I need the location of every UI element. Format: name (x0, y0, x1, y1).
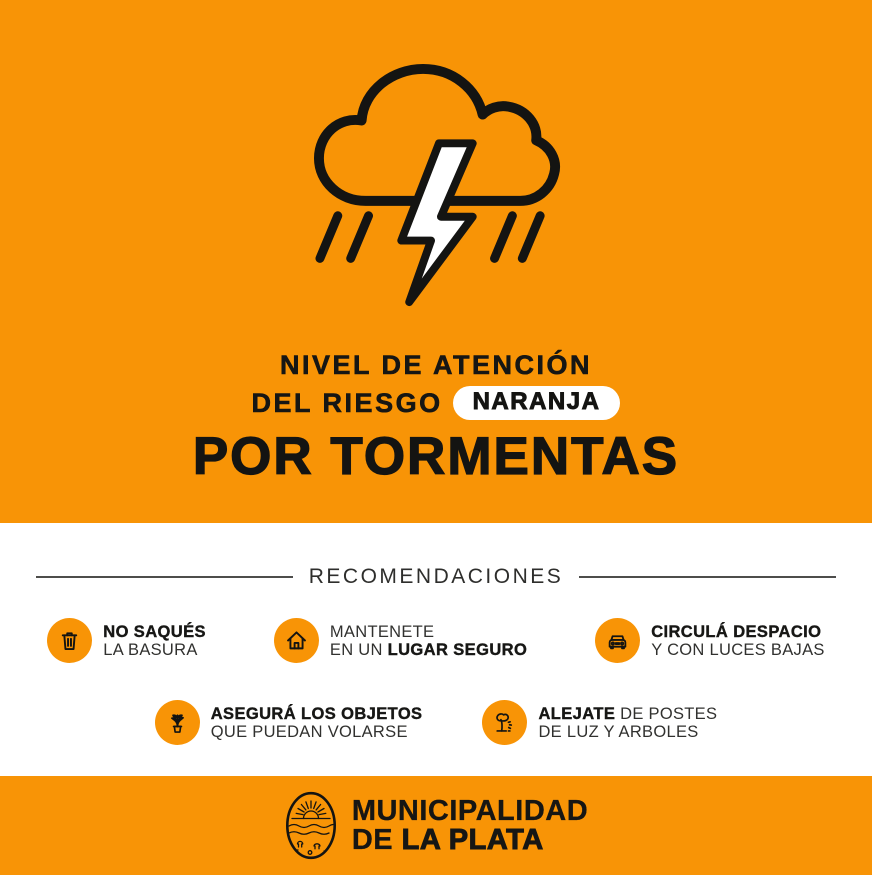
home-icon (274, 618, 319, 663)
recommendation-text: CIRCULÁ DESPACIO Y CON LUCES BAJAS (651, 622, 825, 659)
recommendations-row-2 (0, 700, 872, 745)
recommendations-row-1 (0, 618, 872, 663)
alert-level-line2-prefix: DEL RIESGO (251, 387, 443, 418)
recommendation-item-car (595, 618, 825, 663)
recommendation-text: ALEJATE DE POSTES DE LUZ Y ARBOLES (538, 704, 718, 741)
recommendation-text: ASEGURÁ LOS OBJETOS QUE PUEDAN VOLARSE (210, 704, 423, 741)
trash-icon (47, 618, 92, 663)
recommendation-text: MANTENETE EN UN LUGAR SEGURO (329, 622, 528, 659)
alert-level-line2 (252, 386, 621, 420)
alert-level-line1: NIVEL DE ATENCIÓN (279, 350, 593, 380)
org-name-line2: DE LA PLATA (351, 823, 544, 856)
risk-level-badge: NARANJA (453, 386, 621, 420)
storm-cloud-lightning-icon (302, 62, 570, 310)
la-plata-city-seal-icon (284, 789, 338, 862)
recommendation-item-plant (155, 700, 423, 745)
alert-cause-title: POR TORMENTAS (192, 427, 680, 486)
car-icon (595, 618, 640, 663)
recommendation-text: NO SAQUÉS LA BASURA (103, 622, 206, 659)
plant-icon (155, 700, 200, 745)
divider-right (579, 576, 836, 578)
org-name (351, 794, 589, 856)
divider-left (36, 576, 293, 578)
windy-tree-icon (482, 700, 527, 745)
recommendations-header (36, 523, 836, 589)
footer-section (0, 776, 872, 875)
recommendation-item-home (274, 618, 527, 663)
recommendations-heading: RECOMENDACIONES (308, 565, 564, 588)
recommendation-item-tree (482, 700, 717, 745)
recommendations-section (0, 523, 872, 776)
org-name-line1: MUNICIPALIDAD (351, 794, 589, 827)
recommendation-item-trash (47, 618, 206, 663)
